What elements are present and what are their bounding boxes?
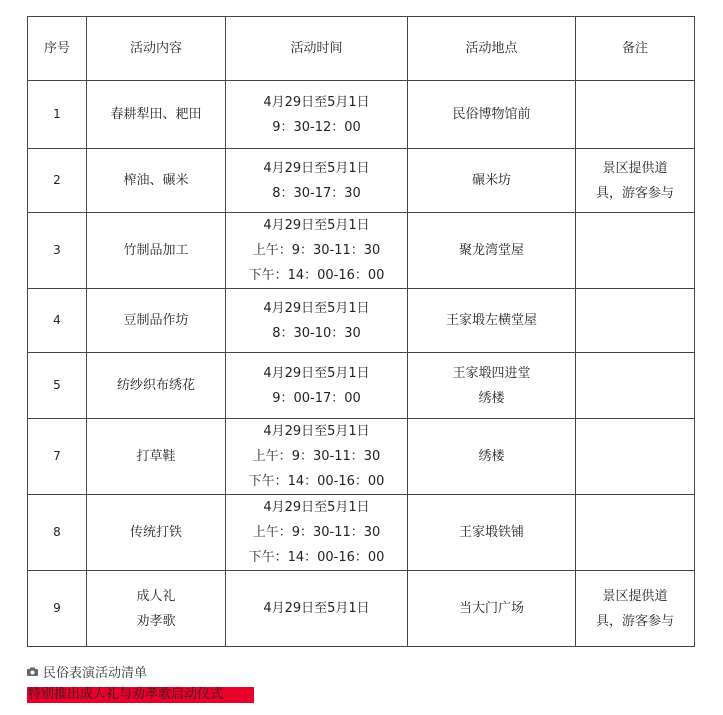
cell-content-line: 劝孝歌 [136,613,176,629]
cell-seq: 2 [28,149,87,213]
cell-time-line: 上午：9：30-11：30 [252,525,381,540]
header-content: 活动内容 [87,17,226,81]
cell-place [408,419,576,495]
cell-note [576,149,695,213]
cell-note [576,289,695,353]
cell-time-line: 下午：14：00-16：00 [248,474,385,489]
cell-time-line: 4月29日至5月1日 [263,365,370,381]
cell-place [408,149,576,213]
table-row [28,149,695,213]
cell-place [408,81,576,149]
cell-content [87,81,226,149]
cell-time [226,213,408,289]
cell-place-line: 王家塅四进堂 [452,365,531,381]
table-row [28,495,695,571]
table-body [28,81,695,647]
cell-place-line: 王家塅铁铺 [458,525,524,540]
cell-seq: 7 [28,419,87,495]
cell-content [87,213,226,289]
table-row [28,419,695,495]
cell-place [408,353,576,419]
cell-content [87,495,226,571]
cell-place [408,289,576,353]
cell-time-line: 下午：14：00-16：00 [248,550,385,565]
cell-time-line: 4月29日至5月1日 [263,94,370,110]
cell-seq: 1 [28,81,87,149]
cell-note [576,81,695,149]
cell-content [87,353,226,419]
cell-note-line: 具，游客参与 [595,613,674,629]
cell-time [226,571,408,647]
cell-content [87,149,226,213]
cell-note-line: 景区提供道 [602,588,668,604]
cell-time-line: 下午：14：00-16：00 [248,268,385,283]
cell-place-line: 绣楼 [478,449,505,464]
cell-content [87,289,226,353]
cell-content-line: 豆制品作坊 [123,313,189,328]
table-row [28,81,695,149]
cell-seq: 4 [28,289,87,353]
cell-time-line: 上午：9：30-11：30 [252,243,381,258]
cell-note-line: 景区提供道 [602,160,668,176]
cell-place-line: 聚龙湾堂屋 [458,243,524,258]
cell-time-line: 9：00-17：00 [272,390,361,406]
cell-time [226,81,408,149]
cell-content-line: 成人礼 [136,588,176,604]
cell-time-line: 8：30-10：30 [272,325,361,341]
cell-time [226,419,408,495]
table-header-row [28,17,695,81]
cell-content-line: 纺纱织布绣花 [116,378,195,393]
table-caption [27,662,147,681]
cell-note [576,571,695,647]
camera-icon [27,667,38,676]
highlight-banner: 特别推出成人礼与劝孝歌启动仪式 [27,687,254,703]
cell-time-line: 8：30-17：30 [272,185,361,201]
cell-content-line: 春耕犁田、耙田 [110,107,202,122]
cell-note [576,495,695,571]
cell-place [408,571,576,647]
cell-note [576,213,695,289]
header-time: 活动时间 [226,17,408,81]
cell-content [87,571,226,647]
table-row [28,353,695,419]
cell-seq: 9 [28,571,87,647]
cell-place-line: 王家塅左横堂屋 [445,313,537,328]
caption-text: 民俗表演活动清单 [43,666,148,681]
cell-seq: 8 [28,495,87,571]
header-seq: 序号 [28,17,87,81]
table-row [28,571,695,647]
activities-table [27,16,695,647]
cell-content-line: 传统打铁 [129,525,182,540]
cell-time-line: 4月29日至5月1日 [263,300,370,316]
table-row [28,289,695,353]
table-row [28,213,695,289]
cell-note-line: 具，游客参与 [595,185,674,201]
cell-content-line: 竹制品加工 [123,243,189,258]
cell-time-line: 4月29日至5月1日 [263,601,370,616]
cell-time [226,495,408,571]
header-place: 活动地点 [408,17,576,81]
cell-place [408,495,576,571]
cell-content [87,419,226,495]
cell-content-line: 榨油、碾米 [123,173,189,188]
cell-seq: 3 [28,213,87,289]
cell-place [408,213,576,289]
cell-time [226,149,408,213]
cell-note [576,353,695,419]
cell-place-line: 碾米坊 [471,173,511,188]
cell-content-line: 打草鞋 [136,449,176,464]
cell-place-line: 绣楼 [478,390,505,406]
cell-time-line: 4月29日至5月1日 [263,500,370,515]
cell-time-line: 上午：9：30-11：30 [252,449,381,464]
cell-time [226,289,408,353]
cell-time-line: 4月29日至5月1日 [263,218,370,233]
cell-seq: 5 [28,353,87,419]
cell-time [226,353,408,419]
cell-note [576,419,695,495]
cell-place-line: 当大门广场 [458,601,524,616]
header-note: 备注 [576,17,695,81]
cell-time-line: 4月29日至5月1日 [263,424,370,439]
cell-place-line: 民俗博物馆前 [452,107,531,122]
cell-time-line: 9：30-12：00 [272,119,361,135]
cell-time-line: 4月29日至5月1日 [263,160,370,176]
